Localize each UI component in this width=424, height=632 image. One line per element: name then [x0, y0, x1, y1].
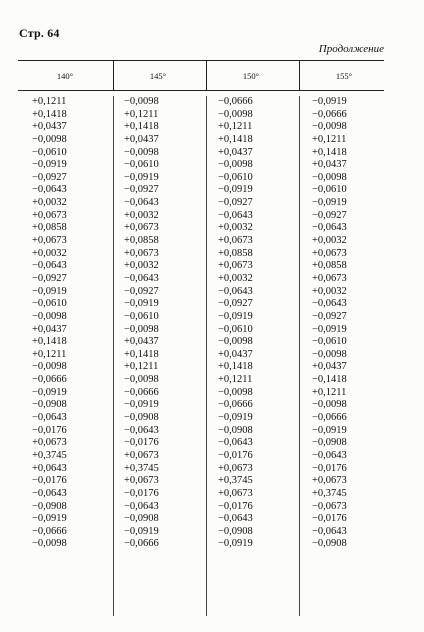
table-cell: +0,0032: [124, 260, 159, 272]
table-cell: −0,0643: [32, 412, 67, 424]
table-cell: +0,0437: [32, 323, 67, 335]
continuation-label: Продолжение: [318, 43, 384, 55]
table-cell: −0,0643: [124, 500, 159, 512]
table-cell: −0,0919: [124, 298, 159, 310]
table-cell: +0,0673: [312, 272, 347, 284]
table-cell: −0,0098: [312, 171, 347, 183]
table-cell: −0,0643: [218, 437, 253, 449]
table-cell: +0,0032: [218, 272, 253, 284]
table-cell: −0,0098: [32, 133, 67, 145]
table-cell: −0,0666: [124, 538, 159, 550]
table-cell: +0,0673: [32, 437, 67, 449]
table-cell: −0,0176: [124, 437, 159, 449]
table-cell: −0,0919: [218, 412, 253, 424]
table-cell: +0,3745: [124, 462, 159, 474]
table-cell: +0,0673: [218, 462, 253, 474]
column-divider: [206, 96, 207, 616]
table-cell: +0,1418: [124, 121, 159, 133]
table-cell: +0,1211: [312, 386, 347, 398]
table-cell: −0,0176: [124, 487, 159, 499]
table-cell: +0,1211: [124, 108, 159, 120]
column-145-values: [124, 96, 159, 551]
table-cell: −0,0666: [312, 412, 347, 424]
table-cell: −0,0927: [124, 184, 159, 196]
table-cell: −0,0643: [312, 298, 347, 310]
table-cell: −0,0919: [312, 197, 347, 209]
table-cell: −0,0666: [312, 108, 347, 120]
table-cell: +0,0032: [218, 222, 253, 234]
column-divider: [113, 96, 114, 616]
table-cell: −0,0908: [124, 513, 159, 525]
table-cell: −0,0666: [32, 525, 67, 537]
table-cell: −0,0908: [218, 424, 253, 436]
table-cell: +0,3745: [218, 475, 253, 487]
column-140-values: [32, 96, 67, 551]
table-cell: −0,0176: [218, 500, 253, 512]
table-cell: −0,0919: [32, 159, 67, 171]
table-cell: −0,0666: [218, 96, 253, 107]
table-cell: +0,1418: [218, 133, 253, 145]
table-cell: +0,0673: [218, 487, 253, 499]
table-cell: −0,0919: [218, 310, 253, 322]
header-bottom-rule: [18, 90, 384, 91]
table-cell: +0,0673: [32, 209, 67, 221]
table-cell: +0,1211: [32, 96, 67, 107]
table-cell: −0,0927: [218, 197, 253, 209]
table-cell: −0,0919: [124, 171, 159, 183]
values-table: [18, 60, 384, 620]
table-cell: −0,0176: [218, 449, 253, 461]
table-cell: −0,0098: [124, 146, 159, 158]
table-cell: −0,0610: [124, 159, 159, 171]
table-cell: +0,0858: [218, 247, 253, 259]
column-155-values: [312, 96, 347, 551]
table-cell: −0,0098: [218, 108, 253, 120]
table-cell: +0,0673: [312, 247, 347, 259]
table-cell: −0,0919: [218, 184, 253, 196]
table-cell: +0,1418: [218, 361, 253, 373]
table-cell: −0,0176: [312, 513, 347, 525]
table-cell: +0,0032: [32, 247, 67, 259]
table-cell: −0,0643: [312, 525, 347, 537]
table-cell: −0,0643: [32, 487, 67, 499]
table-cell: −0,0927: [32, 272, 67, 284]
table-cell: −0,0927: [312, 310, 347, 322]
table-cell: +0,0673: [312, 475, 347, 487]
table-cell: +0,0437: [312, 361, 347, 373]
table-cell: −0,0919: [312, 96, 347, 107]
table-cell: −0,0643: [218, 285, 253, 297]
table-cell: +0,1211: [312, 133, 347, 145]
table-cell: +0,0437: [218, 146, 253, 158]
table-cell: +0,1211: [218, 121, 253, 133]
table-cell: −0,0098: [218, 159, 253, 171]
table-cell: −0,0643: [124, 424, 159, 436]
table-cell: −0,0908: [312, 437, 347, 449]
table-cell: −0,0176: [32, 424, 67, 436]
table-cell: −0,0643: [32, 260, 67, 272]
table-cell: −0,0643: [312, 222, 347, 234]
table-cell: −0,0919: [218, 538, 253, 550]
table-cell: −0,0610: [312, 336, 347, 348]
table-cell: −0,0919: [32, 386, 67, 398]
table-cell: +0,0032: [312, 285, 347, 297]
table-cell: −0,0908: [32, 399, 67, 411]
table-cell: −0,0610: [218, 171, 253, 183]
table-cell: +0,0032: [32, 197, 67, 209]
table-cell: +0,0643: [32, 462, 67, 474]
table-cell: −0,0098: [32, 361, 67, 373]
table-cell: +0,0437: [32, 121, 67, 133]
table-cell: +0,1418: [312, 146, 347, 158]
table-cell: −0,0098: [312, 121, 347, 133]
table-cell: +0,0032: [124, 209, 159, 221]
table-cell: −0,0919: [312, 323, 347, 335]
table-cell: −0,0098: [312, 348, 347, 360]
table-cell: −0,1418: [312, 374, 347, 386]
table-cell: −0,0908: [312, 538, 347, 550]
table-cell: −0,0098: [32, 538, 67, 550]
table-cell: +0,0437: [124, 336, 159, 348]
table-cell: +0,1418: [32, 336, 67, 348]
table-cell: −0,0610: [32, 146, 67, 158]
table-cell: −0,0919: [124, 525, 159, 537]
table-top-rule: [18, 60, 384, 61]
table-cell: +0,3745: [32, 449, 67, 461]
column-header-145: 145°: [149, 71, 167, 81]
table-cell: −0,0927: [218, 298, 253, 310]
page-number: Стр. 64: [19, 26, 60, 40]
table-cell: +0,0858: [124, 235, 159, 247]
table-cell: −0,0098: [124, 96, 159, 107]
column-header-140: 140°: [56, 71, 74, 81]
table-cell: +0,0673: [124, 475, 159, 487]
table-cell: +0,0858: [32, 222, 67, 234]
table-cell: −0,0927: [312, 209, 347, 221]
table-cell: −0,0919: [312, 424, 347, 436]
table-cell: +0,1211: [218, 374, 253, 386]
table-cell: −0,0176: [312, 462, 347, 474]
table-cell: −0,0666: [32, 374, 67, 386]
table-cell: −0,0098: [124, 323, 159, 335]
table-cell: −0,0919: [124, 399, 159, 411]
table-cell: −0,0643: [124, 197, 159, 209]
table-cell: −0,0098: [218, 386, 253, 398]
table-cell: −0,0176: [32, 475, 67, 487]
table-cell: +0,1418: [32, 108, 67, 120]
table-cell: +0,0673: [32, 235, 67, 247]
table-cell: −0,0643: [218, 209, 253, 221]
table-cell: +0,1211: [124, 361, 159, 373]
table-cell: −0,0098: [218, 336, 253, 348]
table-cell: +0,0437: [218, 348, 253, 360]
column-header-155: 155°: [335, 71, 353, 81]
table-cell: +0,0673: [218, 260, 253, 272]
table-cell: −0,0919: [32, 513, 67, 525]
table-cell: −0,0666: [218, 399, 253, 411]
table-cell: −0,0610: [124, 310, 159, 322]
table-cell: −0,0927: [32, 171, 67, 183]
table-cell: −0,0908: [32, 500, 67, 512]
table-cell: +0,0437: [124, 133, 159, 145]
table-cell: −0,0098: [32, 310, 67, 322]
column-header-150: 150°: [242, 71, 260, 81]
table-cell: −0,0610: [312, 184, 347, 196]
column-150-values: [218, 96, 253, 551]
table-cell: +0,1418: [124, 348, 159, 360]
table-cell: +0,0673: [124, 247, 159, 259]
table-cell: +0,1211: [32, 348, 67, 360]
table-cell: +0,0673: [124, 449, 159, 461]
table-cell: −0,0927: [124, 285, 159, 297]
table-cell: −0,0643: [32, 184, 67, 196]
table-cell: −0,0919: [32, 285, 67, 297]
table-cell: −0,0098: [312, 399, 347, 411]
table-cell: −0,0908: [124, 412, 159, 424]
table-cell: +0,0673: [124, 222, 159, 234]
table-cell: −0,0098: [124, 374, 159, 386]
table-cell: +0,0673: [218, 235, 253, 247]
table-cell: −0,0643: [312, 449, 347, 461]
table-cell: −0,0610: [32, 298, 67, 310]
table-cell: −0,0673: [312, 500, 347, 512]
table-cell: −0,0610: [218, 323, 253, 335]
table-cell: −0,0666: [124, 386, 159, 398]
table-cell: +0,0437: [312, 159, 347, 171]
table-cell: −0,0908: [218, 525, 253, 537]
table-cell: −0,0643: [218, 513, 253, 525]
table-cell: −0,0643: [124, 272, 159, 284]
table-cell: +0,3745: [312, 487, 347, 499]
table-cell: +0,0858: [312, 260, 347, 272]
table-cell: +0,0032: [312, 235, 347, 247]
column-divider: [299, 96, 300, 616]
